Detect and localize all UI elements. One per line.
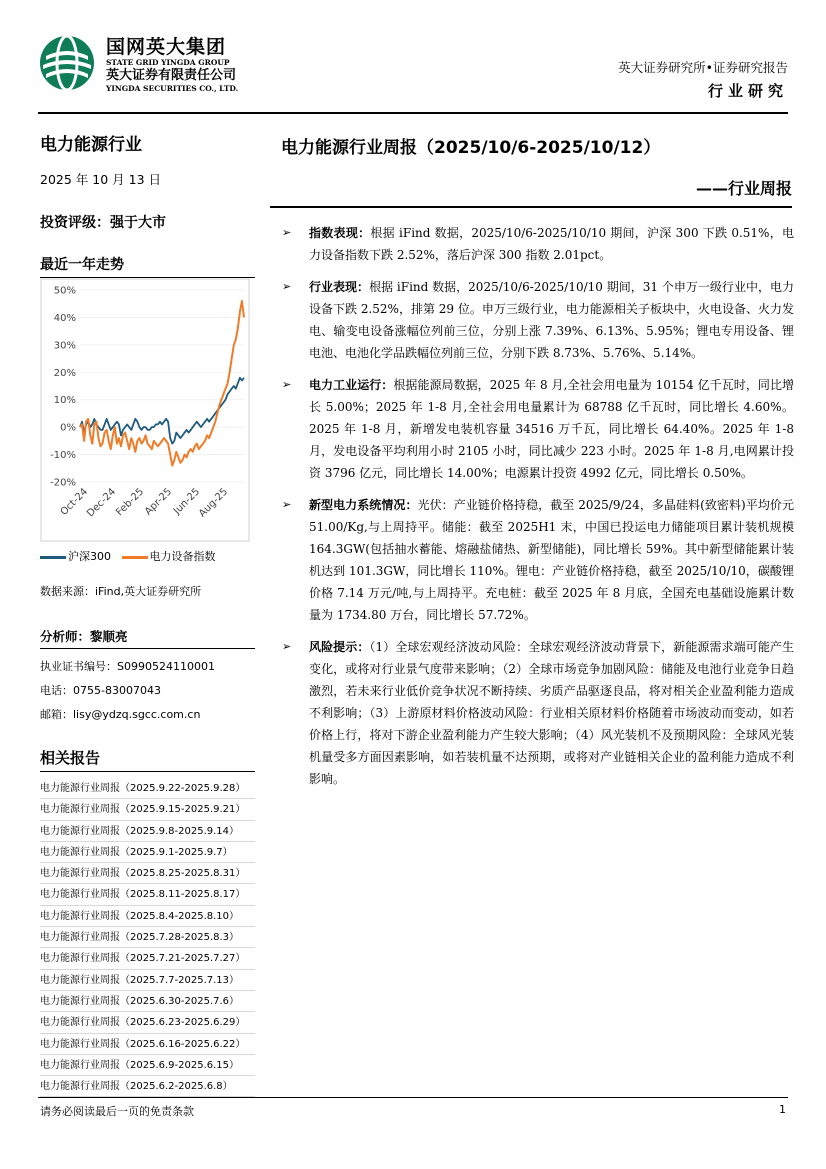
report-title: 电力能源行业周报（2025/10/6-2025/10/12） [281, 138, 661, 158]
report-body [282, 222, 794, 800]
x-tick-label: Feb-25 [114, 486, 147, 519]
logo-company-name: 英大证券有限责任公司 [106, 68, 237, 83]
institute-label: 英大证券研究所•证券研究报告 [618, 60, 788, 75]
analyst-info [40, 627, 255, 730]
report-date: 2025 年 10 月 13 日 [40, 172, 161, 187]
y-tick-label: 20% [53, 367, 76, 379]
section-label: 新型电力系统情况： [309, 498, 418, 512]
section-label: 风险提示： [309, 640, 370, 654]
industry-name: 电力能源行业 [40, 135, 142, 155]
related-report-link[interactable]: 电力能源行业周报（2025.6.23-2025.6.29） [40, 1012, 255, 1033]
bullet-arrow-icon: ➢ [282, 640, 292, 653]
legend-power-index: 电力设备指数 [149, 550, 216, 563]
summary-section [282, 636, 794, 790]
bullet-arrow-icon: ➢ [282, 226, 292, 239]
related-report-link[interactable]: 电力能源行业周报（2025.9.8-2025.9.14） [40, 821, 255, 842]
x-tick-label: Apr-25 [143, 486, 175, 518]
bullet-arrow-icon: ➢ [282, 280, 292, 293]
related-report-link[interactable]: 电力能源行业周报（2025.9.1-2025.9.7） [40, 842, 255, 863]
analyst-phone: 电话：0755-83007043 [40, 684, 161, 697]
report-subtitle: ——行业周报 [695, 179, 792, 198]
logo-group-name: 国网英大集团 [106, 36, 227, 58]
company-logo [38, 34, 258, 96]
footer-disclaimer: 请务必阅读最后一页的免责条款 [40, 1105, 194, 1118]
legend-swatch-power [122, 556, 148, 559]
legend-hs300: 沪深300 [68, 550, 111, 563]
x-tick-label: Dec-24 [85, 486, 119, 520]
y-tick-label: -10% [50, 450, 76, 462]
chart-legend [40, 548, 255, 564]
title-divider [270, 206, 792, 208]
related-report-link[interactable]: 电力能源行业周报（2025.8.25-2025.8.31） [40, 863, 255, 884]
investment-rating: 投资评级：强于大市 [40, 215, 166, 231]
related-report-link[interactable]: 电力能源行业周报（2025.6.2-2025.6.8） [40, 1076, 255, 1097]
footer-divider [38, 1097, 788, 1098]
section-text: （1）全球宏观经济波动风险：全球宏观经济波动背景下，新能源需求端可能产生变化，或将对行业景气度带来影响；（2）全球市场竞争加剧风险：储能及电池行业竞争日趋激烈，若未来行业低价竞争状况不断持续、劣质产品驱逐良品，将对相关企业盈利能力造成不利影响；（3）上游原材料价格波动风险：行业相关原材料价格随着市场波动而变动，如若价格上行，将对下游企业盈利能力产生较大影响；（4）风光装机不及预期风险：全球风光装机量受多方面因素影响，如若装机量不达预期，或将对产业链相关企业的盈利能力造成不利影响。 [309, 640, 794, 786]
related-report-link[interactable]: 电力能源行业周报（2025.9.22-2025.9.28） [40, 778, 255, 799]
related-report-link[interactable]: 电力能源行业周报（2025.8.11-2025.8.17） [40, 884, 255, 905]
related-report-link[interactable]: 电力能源行业周报（2025.6.9-2025.6.15） [40, 1055, 255, 1076]
y-tick-label: 40% [53, 312, 76, 324]
y-tick-label: 30% [53, 340, 76, 352]
summary-section [282, 276, 794, 364]
y-tick-label: -20% [50, 477, 76, 489]
summary-section [282, 374, 794, 484]
bullet-arrow-icon: ➢ [282, 378, 292, 391]
related-reports [40, 747, 255, 1097]
related-report-link[interactable]: 电力能源行业周报（2025.7.28-2025.8.3） [40, 927, 255, 948]
related-report-link[interactable]: 电力能源行业周报（2025.7.7-2025.7.13） [40, 970, 255, 991]
x-tick-label: Aug-25 [196, 486, 231, 520]
related-list [40, 778, 255, 1097]
analyst-cert: 执业证书编号：S0990524110001 [40, 660, 215, 673]
related-report-link[interactable]: 电力能源行业周报（2025.6.30-2025.7.6） [40, 991, 255, 1012]
analyst-email: 邮箱：lisy@ydzq.sgcc.com.cn [40, 708, 201, 721]
chart-source: 数据来源：iFind,英大证券研究所 [40, 585, 202, 598]
summary-section [282, 494, 794, 626]
related-report-link[interactable]: 电力能源行业周报（2025.6.16-2025.6.22） [40, 1034, 255, 1055]
related-title: 相关报告 [40, 747, 255, 772]
section-text: 根据 iFind 数据，2025/10/6-2025/10/10 期间，31 个申万一级行业中，电力设备下跌 2.52%，排第 29 位。申万三级行业，电力能源相关子板块中，火电设备、火力发电、输变电设备涨幅位列前三位，分别上涨 7.39%、6.13%、5.95%；锂电专用设备、锂电池、电池化学品跌幅位列前三位，分别下跌 8.73%、5.76%、5.14%。 [309, 280, 794, 360]
y-tick-label: 10% [53, 395, 76, 407]
y-tick-label: 0% [60, 422, 76, 434]
header-divider [38, 112, 788, 114]
section-label: 电力工业运行： [309, 378, 394, 392]
trend-chart [40, 278, 250, 570]
logo-group-name-en: STATE GRID YINGDA GROUP [106, 58, 230, 67]
page-number: 1 [779, 1103, 786, 1116]
related-report-link[interactable]: 电力能源行业周报（2025.8.4-2025.8.10） [40, 906, 255, 927]
trend-title: 最近一年走势 [40, 254, 255, 278]
x-tick-label: Jun-25 [171, 486, 203, 517]
report-category: 行业研究 [707, 82, 788, 100]
series-line-power-index [80, 301, 244, 466]
y-tick-label: 50% [53, 285, 76, 297]
section-label: 指数表现： [309, 226, 371, 240]
summary-section [282, 222, 794, 266]
related-report-link[interactable]: 电力能源行业周报（2025.7.21-2025.7.27） [40, 948, 255, 969]
state-grid-logo-icon [38, 34, 96, 92]
x-tick-label: Oct-24 [58, 486, 91, 518]
legend-swatch-hs300 [40, 556, 66, 559]
section-text: 光伏：产业链价格持稳，截至 2025/9/24，多晶硅料(致密料)平均价元 51.00/Kg,与上周持平。储能：截至 2025H1 末，中国已投运电力储能项目累计装机规模 164.3GW(包括抽水蓄能、熔融盐储热、新型储能)，同比增长 59%。其中新型储能累计装机达到 101.3GW，同比增长 110%。锂电：产业链价格持稳，截至 2025/10/10，碳酸锂价格 7.14 万元/吨,与上周持平。充电桩：截至 2025 年 8 月底，全国充电基础设施累计数量为 1734.80 万台，同比增长 57.72%。 [309, 498, 794, 622]
section-label: 行业表现： [309, 280, 370, 294]
section-text: 根据能源局数据，2025 年 8 月,全社会用电量为 10154 亿千瓦时，同比增长 5.00%；2025 年 1-8 月,全社会用电量累计为 68788 亿千瓦时，同比增长 4.60%。2025 年 1-8 月，新增发电装机容量 34516 万千瓦，同比增长 64.40%。2025 年 1-8 月，发电设备平均利用小时 2105 小时，同比减少 223 小时。2025 年 1-8 月,电网累计投资 3796 亿元，同比增长 14.00%；电源累计投资 4992 亿元，同比增长 0.50%。 [309, 378, 794, 480]
left-sidebar [40, 130, 255, 278]
related-report-link[interactable]: 电力能源行业周报（2025.9.15-2025.9.21） [40, 799, 255, 820]
logo-company-name-en: YINGDA SECURITIES CO., LTD. [106, 84, 239, 93]
section-text: 根据 iFind 数据，2025/10/6-2025/10/10 期间，沪深 300 下跌 0.51%，电力设备指数下跌 2.52%，落后沪深 300 指数 2.01pct。 [309, 226, 794, 262]
bullet-arrow-icon: ➢ [282, 498, 292, 511]
analyst-name: 分析师：黎顺亮 [40, 627, 255, 649]
